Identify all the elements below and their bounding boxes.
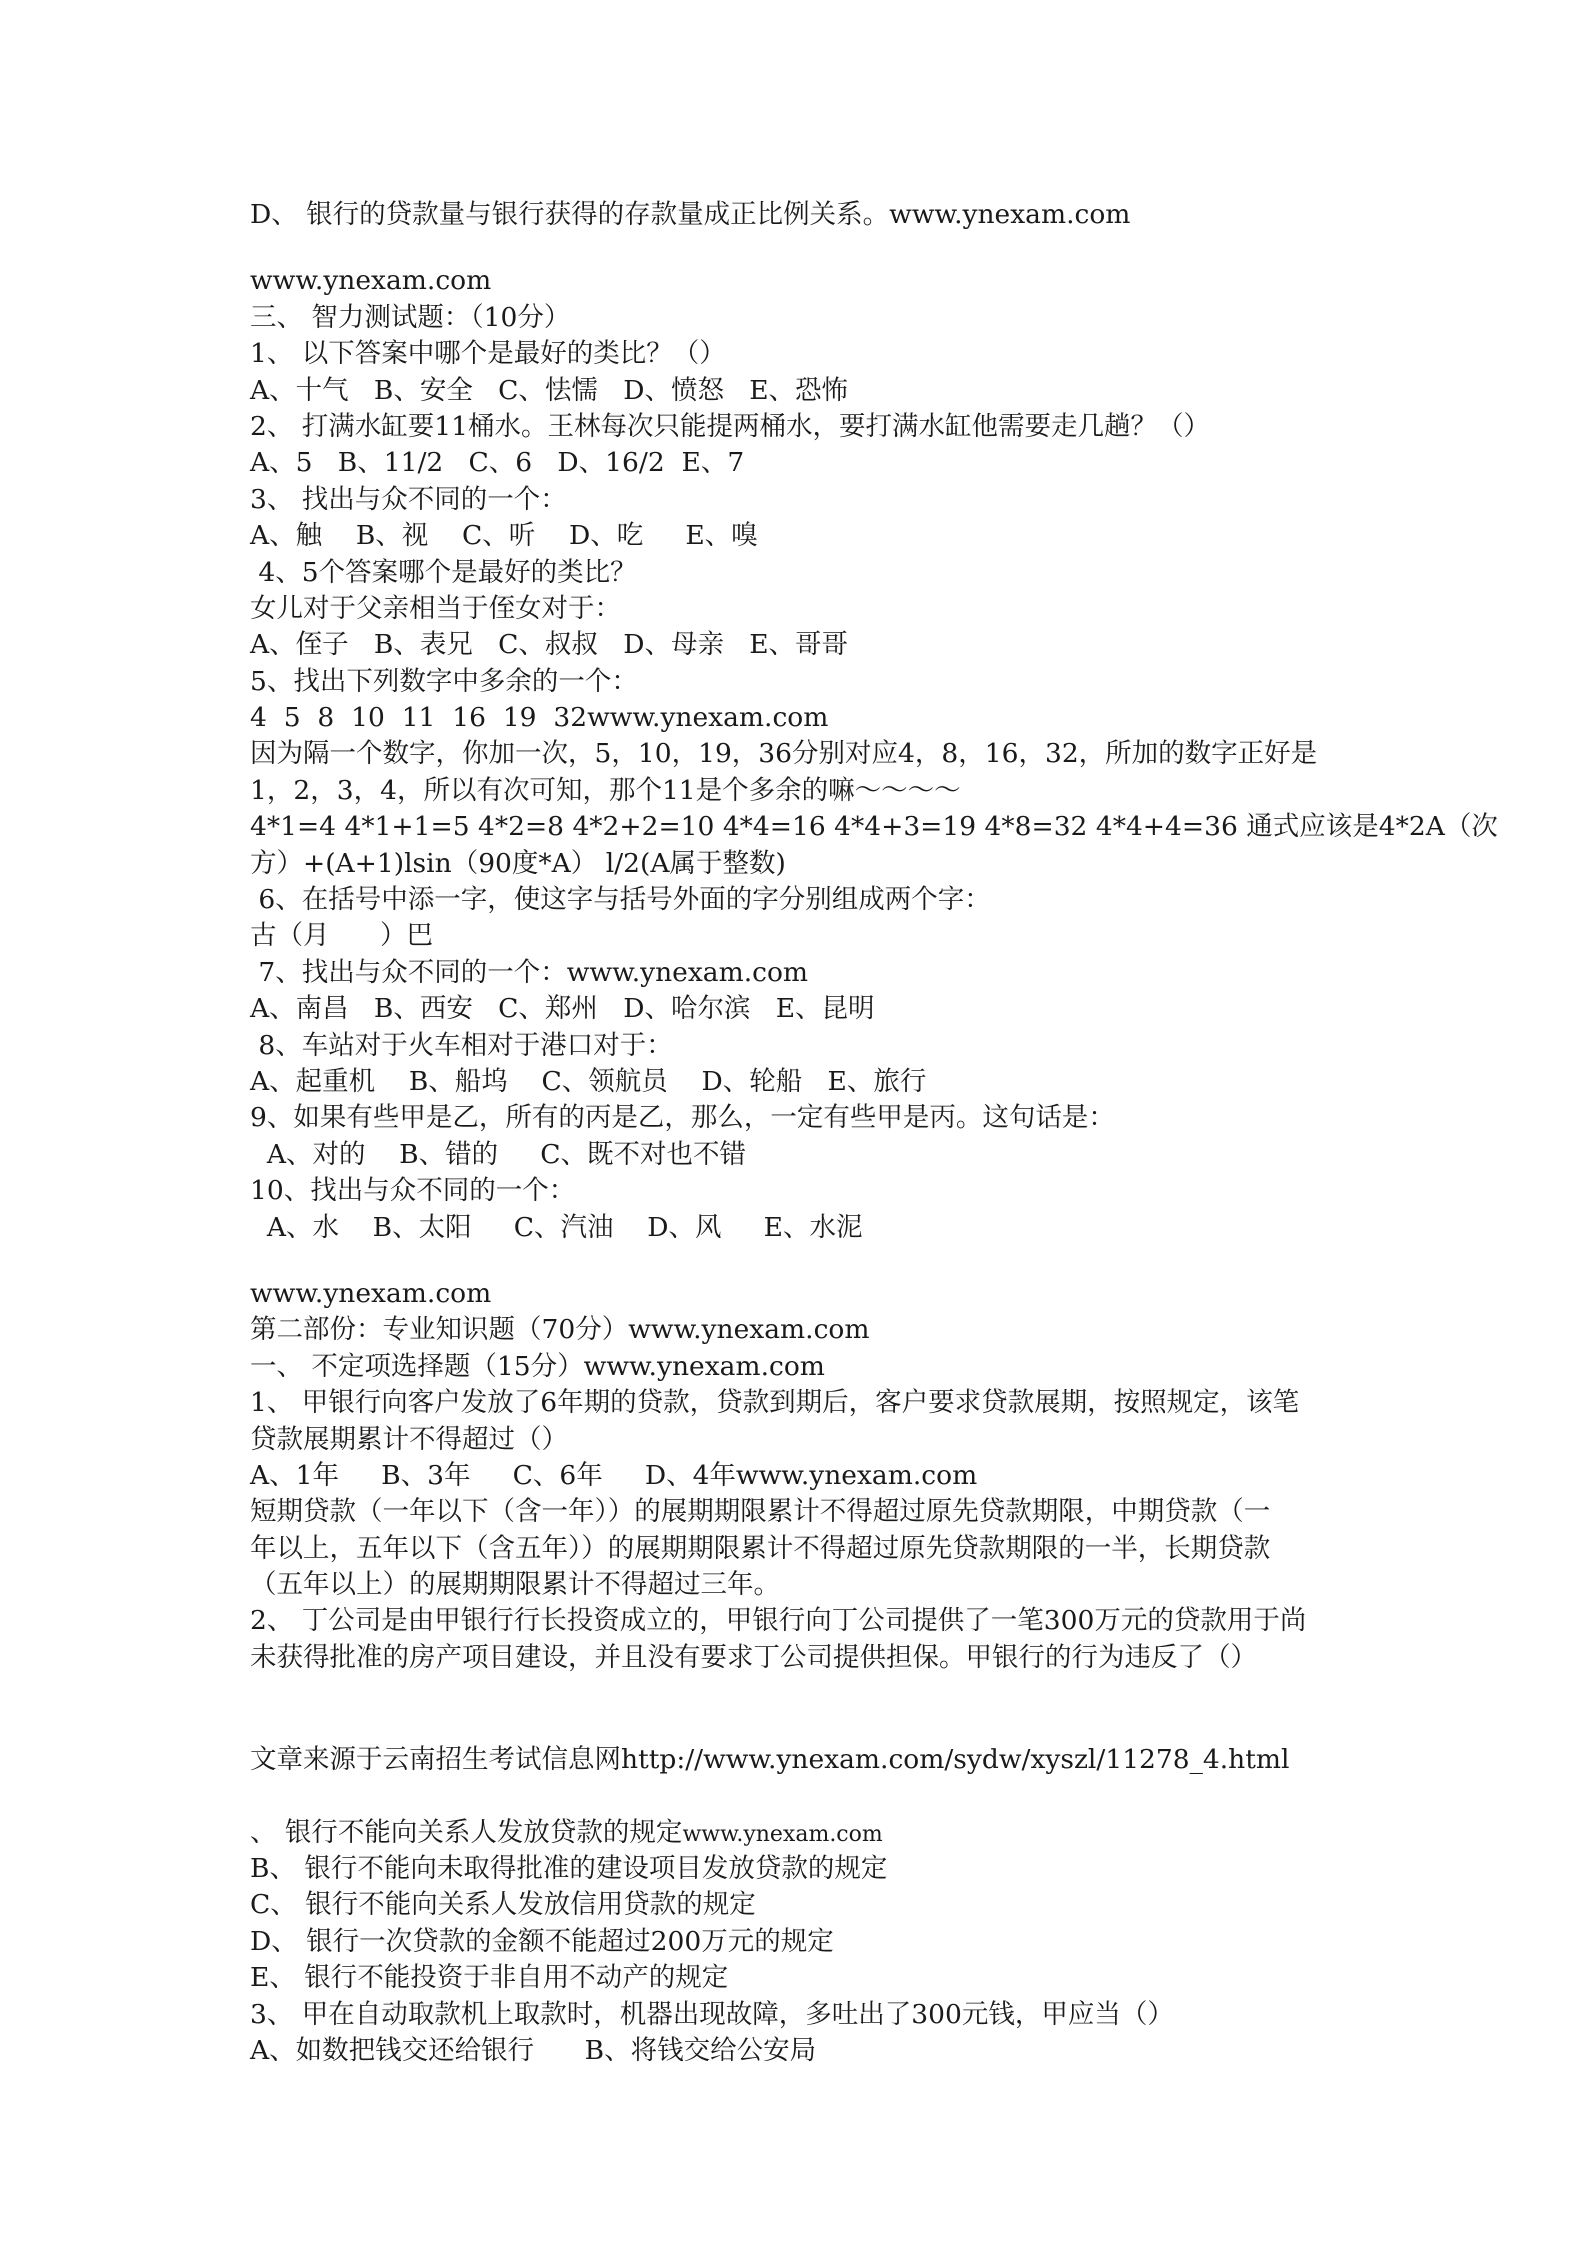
options-line: A、1年 B、3年 C、6年 D、4年www.ynexam.com — [250, 1459, 978, 1491]
source-line: 文章来源于云南招生考试信息网http://www.ynexam.com/sydw/xyszl/11278_4.html — [250, 1744, 1290, 1776]
question-line: 1、 甲银行向客户发放了6年期的贷款，贷款到期后，客户要求贷款展期，按照规定，该笔 — [250, 1387, 1300, 1419]
options-line: A、十气 B、安全 C、怯懦 D、愤怒 E、恐怖 — [250, 374, 849, 406]
option-line: E、 银行不能投资于非自用不动产的规定 — [250, 1962, 729, 1994]
question-line: 贷款展期累计不得超过（） — [250, 1423, 568, 1455]
document-body — [250, 197, 1498, 2069]
question-line: 女儿对于父亲相当于侄女对于： — [250, 592, 621, 624]
part-heading: 第二部份：专业知识题（70分）www.ynexam.com — [250, 1314, 870, 1346]
question-line: 未获得批准的房产项目建设，并且没有要求丁公司提供担保。甲银行的行为违反了（） — [250, 1641, 1257, 1673]
explanation-line: （五年以上）的展期期限累计不得超过三年。 — [250, 1569, 780, 1601]
question-line: 3、 找出与众不同的一个： — [250, 483, 567, 515]
number-sequence-line: 4 5 8 10 11 16 19 32www.ynexam.com — [250, 702, 829, 734]
fill-in-line: 古（月 ）巴 — [250, 920, 434, 952]
site-url-line: www.ynexam.com — [250, 265, 492, 297]
formula-line: 4*1=4 4*1+1=5 4*2=8 4*2+2=10 4*4=16 4*4+3=19 4*8=32 4*4+4=36 通式应该是4*2A（次 — [250, 811, 1498, 843]
options-line: A、侄子 B、表兄 C、叔叔 D、母亲 E、哥哥 — [250, 629, 849, 661]
question-line: 4、5个答案哪个是最好的类比？ — [250, 556, 637, 588]
question-line: 1、 以下答案中哪个是最好的类比？（） — [250, 338, 726, 370]
spacer — [250, 1779, 1380, 1815]
option-line: D、 银行一次贷款的金额不能超过200万元的规定 — [250, 1925, 834, 1957]
formula-line: 方）+(A+1)lsin（90度*A） l/2(A属于整数) — [250, 847, 786, 879]
question-line: 10、找出与众不同的一个： — [250, 1175, 576, 1207]
question-line: 7、找出与众不同的一个：www.ynexam.com — [250, 956, 809, 988]
section-heading: 一、 不定项选择题（15分）www.ynexam.com — [250, 1350, 825, 1382]
question-line: 5、找出下列数字中多余的一个： — [250, 665, 638, 697]
question-line: 9、如果有些甲是乙，所有的丙是乙，那么，一定有些甲是丙。这句话是： — [250, 1102, 1115, 1134]
option-text: 、 银行不能向关系人发放贷款的规定 — [250, 1816, 683, 1848]
question-line: 2、 打满水缸要11桶水。王林每次只能提两桶水，要打满水缸他需要走几趟？（） — [250, 410, 1211, 442]
question-line: 8、车站对于火车相对于港口对于： — [250, 1029, 673, 1061]
options-line: A、南昌 B、西安 C、郑州 D、哈尔滨 E、昆明 — [250, 993, 875, 1025]
question-line: 6、在括号中添一字，使这字与括号外面的字分别组成两个字： — [250, 884, 991, 916]
options-line: A、5 B、11/2 C、6 D、16/2 E、7 — [250, 447, 745, 479]
option-line — [250, 1815, 1380, 1851]
options-line: A、如数把钱交还给银行 B、将钱交给公安局 — [250, 2034, 817, 2066]
options-line: A、对的 B、错的 C、既不对也不错 — [250, 1138, 747, 1170]
options-line: A、起重机 B、船坞 C、领航员 D、轮船 E、旅行 — [250, 1065, 927, 1097]
option-line: C、 银行不能向关系人发放信用贷款的规定 — [250, 1889, 756, 1921]
options-line: A、水 B、太阳 C、汽油 D、风 E、水泥 — [250, 1211, 863, 1243]
explanation-line: 年以上，五年以下（含五年））的展期期限累计不得超过原先贷款期限的一半，长期贷款 — [250, 1532, 1271, 1564]
spacer — [250, 1246, 1380, 1276]
question-line: 3、 甲在自动取款机上取款时，机器出现故障，多吐出了300元钱，甲应当（） — [250, 1998, 1174, 2030]
site-url-line: www.ynexam.com — [250, 1277, 492, 1309]
question-line: 2、 丁公司是由甲银行行长投资成立的，甲银行向丁公司提供了一笔300万元的贷款用于尚 — [250, 1605, 1307, 1637]
option-line: D、 银行的贷款量与银行获得的存款量成正比例关系。www.ynexam.com — [250, 199, 1131, 230]
explanation-line: 1，2，3，4，所以有次可知，那个11是个多余的嘛～～～～ — [250, 774, 961, 806]
site-url-inline: www.ynexam.com — [682, 1821, 883, 1847]
spacer — [250, 1676, 1380, 1742]
spacer — [250, 233, 1380, 263]
explanation-line: 短期贷款（一年以下（含一年））的展期期限累计不得超过原先贷款期限，中期贷款（一 — [250, 1496, 1271, 1528]
explanation-line: 因为隔一个数字，你加一次，5，10，19，36分别对应4，8，16，32，所加的数字正好是 — [250, 738, 1318, 770]
options-line: A、触 B、视 C、听 D、吃 E、嗅 — [250, 520, 758, 552]
section-heading: 三、 智力测试题：（10分） — [250, 301, 571, 333]
option-line: B、 银行不能向未取得批准的建设项目发放贷款的规定 — [250, 1853, 888, 1885]
